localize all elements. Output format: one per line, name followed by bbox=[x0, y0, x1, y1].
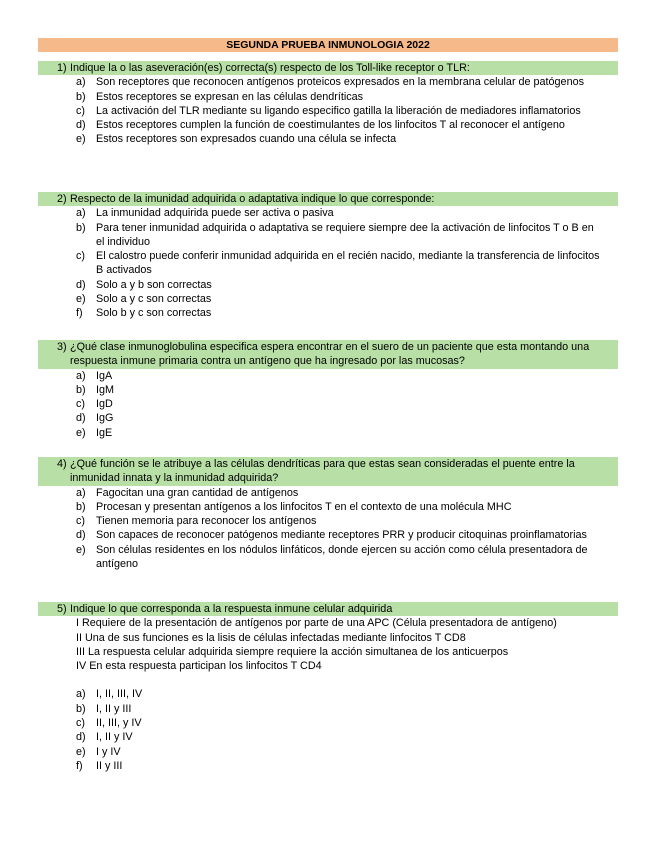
option bbox=[38, 426, 618, 440]
question-3 bbox=[38, 340, 618, 440]
option-text: Estos receptores se expresan en las células dendríticas bbox=[96, 90, 364, 103]
option bbox=[38, 249, 618, 278]
option-text: IgG bbox=[96, 412, 114, 425]
statement: IV En esta respuesta participan los linfocitos T CD4 bbox=[76, 660, 322, 673]
question-number: 1) bbox=[57, 62, 67, 74]
statement: III La respuesta celular adquirida siempre requiere la acción simultanea de los anticuerpos bbox=[76, 645, 509, 658]
option-text: I, II, III, IV bbox=[96, 688, 143, 701]
option-letter: c) bbox=[76, 515, 85, 528]
option-text: I y IV bbox=[96, 745, 121, 758]
option-text: Son capaces de reconocer patógenos mediante receptores PRR y producir citoquinas proinflamatorias bbox=[96, 529, 587, 542]
option-text: I, II y III bbox=[96, 702, 132, 715]
option bbox=[38, 383, 618, 397]
option bbox=[38, 528, 618, 542]
option bbox=[38, 306, 618, 320]
option-letter: f) bbox=[76, 759, 83, 772]
option-letter: c) bbox=[76, 717, 85, 730]
option-letter: b) bbox=[76, 383, 86, 396]
option bbox=[38, 730, 618, 744]
question-header bbox=[38, 340, 618, 369]
option-letter: e) bbox=[76, 543, 86, 556]
option-letter: d) bbox=[76, 731, 86, 744]
question-2 bbox=[38, 192, 618, 321]
option-text: Estos receptores son expresados cuando una célula se infecta bbox=[96, 133, 397, 146]
option-text: II y III bbox=[96, 759, 123, 772]
option-text: Procesan y presentan antígenos a los linfocitos T en el contexto de una molécula MHC bbox=[96, 500, 512, 513]
statement: II Una de sus funciones es la lisis de células infectadas mediante linfocitos T CD8 bbox=[76, 631, 466, 644]
question-number: 4) bbox=[57, 458, 67, 470]
option-text: Solo a y c son correctas bbox=[96, 293, 212, 306]
option-text: Solo b y c son correctas bbox=[96, 307, 212, 320]
option bbox=[38, 90, 618, 104]
option-letter: c) bbox=[76, 250, 85, 263]
option-letter: c) bbox=[76, 104, 85, 117]
option bbox=[38, 411, 618, 425]
option-letter: a) bbox=[76, 486, 86, 499]
option-letter: f) bbox=[76, 307, 83, 320]
question-number: 3) bbox=[57, 341, 67, 353]
spacer bbox=[38, 673, 618, 687]
option-letter: e) bbox=[76, 426, 86, 439]
option bbox=[38, 543, 618, 572]
option bbox=[38, 397, 618, 411]
option-letter: b) bbox=[76, 221, 86, 234]
option-letter: b) bbox=[76, 500, 86, 513]
option-text: Para tener inmunidad adquirida o adaptativa se requiere siempre dee la activación de linfocitos T o B en el individuo bbox=[96, 221, 594, 248]
statement: I Requiere de la presentación de antígenos por parte de una APC (Célula presentadora de antígeno) bbox=[76, 617, 557, 630]
option bbox=[38, 687, 618, 701]
option-text: IgD bbox=[96, 398, 113, 411]
question-header bbox=[38, 602, 618, 616]
question-text: Indique la o las aseveración(es) correcta(s) respecto de los Toll-like receptor o TLR: bbox=[70, 62, 470, 74]
option bbox=[38, 75, 618, 89]
option bbox=[38, 745, 618, 759]
question-text: ¿Qué clase inmunoglobulina especifica espera encontrar en el suero de un paciente que esta montando una respuesta inmune primaria contra un antígeno que ha ingresado por las mucosas? bbox=[70, 341, 590, 368]
question-header bbox=[38, 192, 618, 206]
option bbox=[38, 118, 618, 132]
option bbox=[38, 486, 618, 500]
option-text: IgA bbox=[96, 369, 113, 382]
option bbox=[38, 132, 618, 146]
option bbox=[38, 702, 618, 716]
option-letter: e) bbox=[76, 133, 86, 146]
option bbox=[38, 278, 618, 292]
option bbox=[38, 500, 618, 514]
question-4 bbox=[38, 457, 618, 571]
option-letter: c) bbox=[76, 398, 85, 411]
option-text: Tienen memoria para reconocer los antígenos bbox=[96, 515, 317, 528]
option-letter: d) bbox=[76, 119, 86, 132]
option-text: II, III, y IV bbox=[96, 717, 142, 730]
option-letter: a) bbox=[76, 688, 86, 701]
option bbox=[38, 716, 618, 730]
option bbox=[38, 221, 618, 250]
option-letter: d) bbox=[76, 278, 86, 291]
question-number: 5) bbox=[57, 603, 67, 615]
question-1 bbox=[38, 61, 618, 147]
option-text: Solo a y b son correctas bbox=[96, 278, 212, 291]
option-text: I, II y IV bbox=[96, 731, 133, 744]
exam-title: SEGUNDA PRUEBA INMUNOLOGIA 2022 bbox=[38, 38, 618, 52]
option-text: Estos receptores cumplen la función de coestimulantes de los linfocitos T al reconocer el antígeno bbox=[96, 119, 565, 132]
option bbox=[38, 104, 618, 118]
option-letter: a) bbox=[76, 207, 86, 220]
option bbox=[38, 759, 618, 773]
option bbox=[38, 206, 618, 220]
question-text: ¿Qué función se le atribuye a las células dendríticas para que estas sean consideradas el puente entre la inmunidad innata y la inmunidad adquirida? bbox=[70, 458, 575, 485]
option bbox=[38, 369, 618, 383]
option-text: IgE bbox=[96, 426, 113, 439]
option-letter: d) bbox=[76, 412, 86, 425]
option-letter: e) bbox=[76, 293, 86, 306]
option-text: Son células residentes en los nódulos linfáticos, donde ejercen su acción como célula presentadora de antígeno bbox=[96, 543, 588, 571]
question-header bbox=[38, 457, 618, 486]
option-letter: a) bbox=[76, 369, 86, 382]
option bbox=[38, 514, 618, 528]
option-letter: d) bbox=[76, 529, 86, 542]
question-header bbox=[38, 61, 618, 75]
option-text: El calostro puede conferir inmunidad adquirida en el recién nacido, mediante la transferencia de linfocitos B activados bbox=[96, 250, 600, 277]
option-letter: e) bbox=[76, 745, 86, 758]
option-text: La activación del TLR mediante su ligando especifico gatilla la liberación de mediadores inflamatorios bbox=[96, 104, 581, 117]
option-letter: a) bbox=[76, 76, 86, 89]
option-text: Fagocitan una gran cantidad de antígenos bbox=[96, 486, 299, 499]
option-text: Son receptores que reconocen antígenos proteicos expresados en la membrana celular de patógenos bbox=[96, 76, 584, 89]
option bbox=[38, 292, 618, 306]
option-letter: b) bbox=[76, 90, 86, 103]
question-text: Indique lo que corresponda a la respuesta inmune celular adquirida bbox=[70, 603, 393, 615]
question-5 bbox=[38, 602, 618, 773]
option-text: IgM bbox=[96, 383, 114, 396]
option-text: La inmunidad adquirida puede ser activa o pasiva bbox=[96, 207, 334, 220]
question-number: 2) bbox=[57, 193, 67, 205]
question-text: Respecto de la imunidad adquirida o adaptativa indique lo que corresponde: bbox=[70, 193, 435, 205]
option-letter: b) bbox=[76, 702, 86, 715]
